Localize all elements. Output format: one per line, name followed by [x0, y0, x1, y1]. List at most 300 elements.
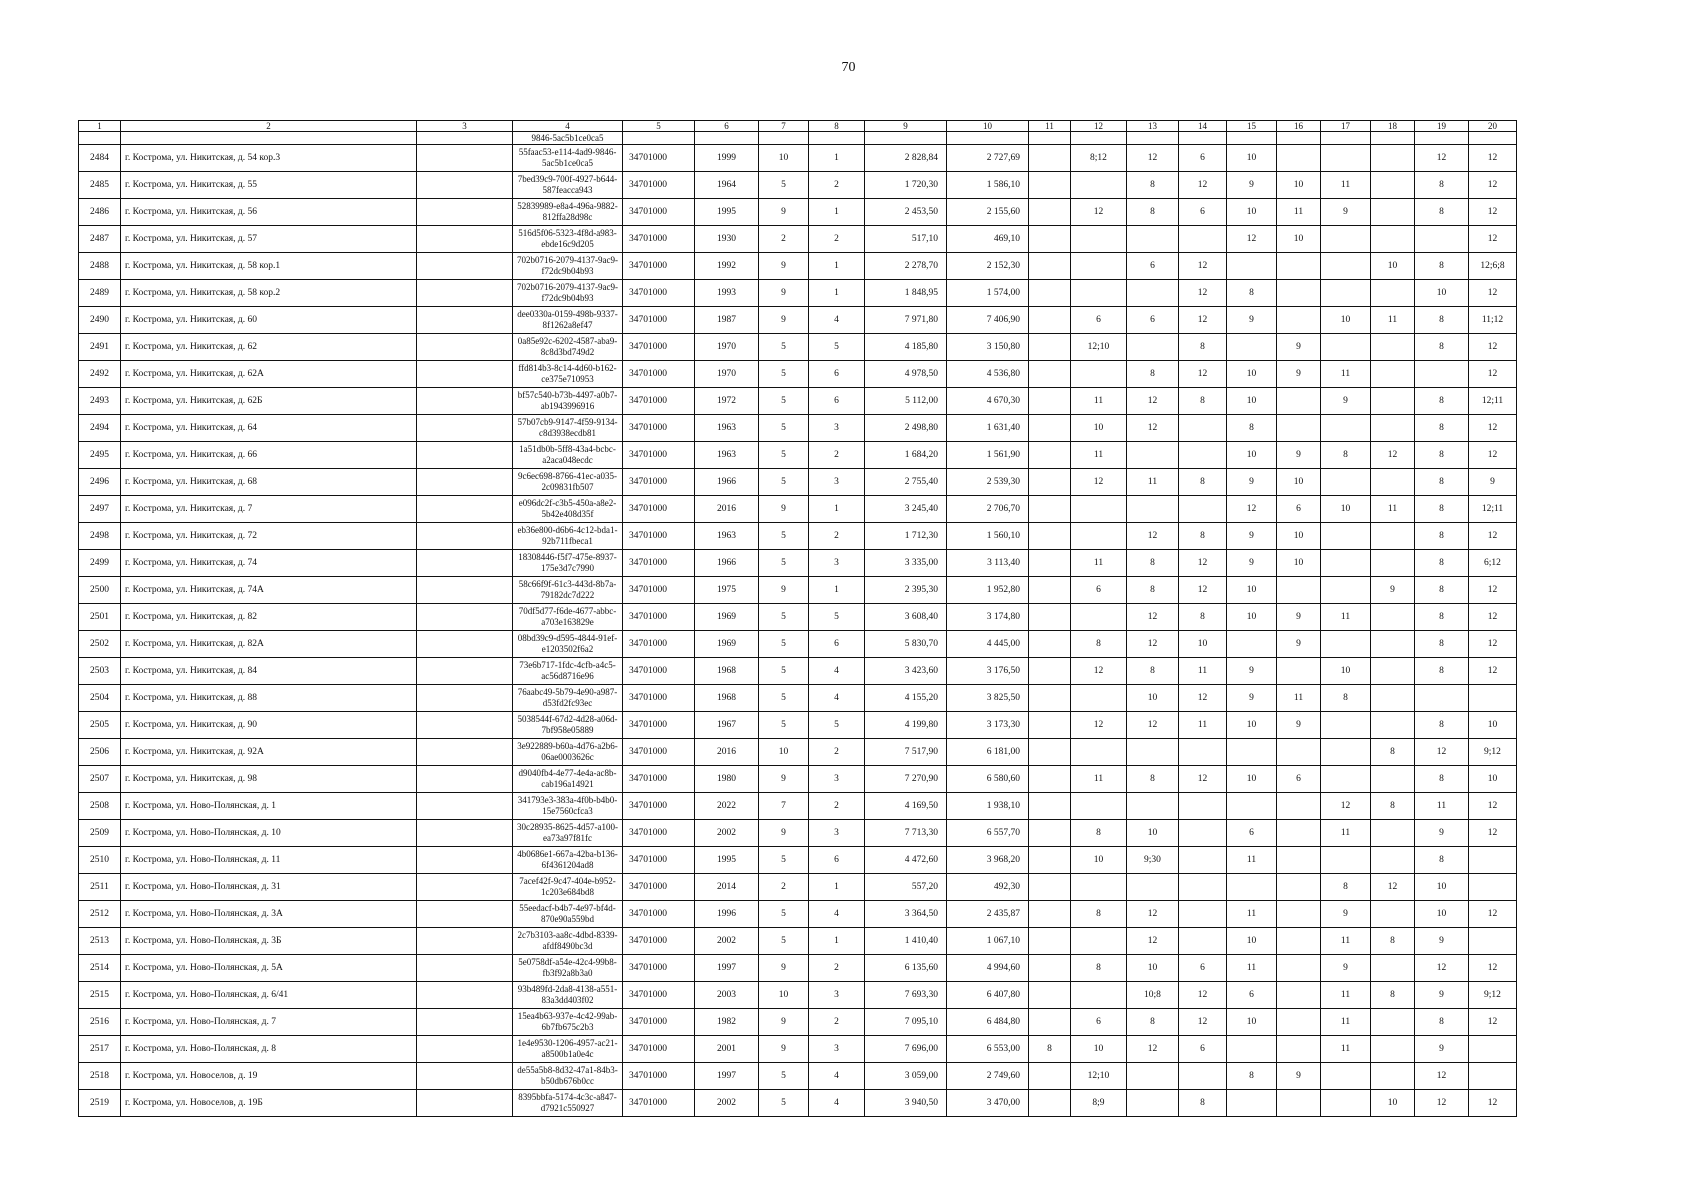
cell-17 — [1321, 469, 1371, 496]
total-area: 7 270,90 — [865, 766, 947, 793]
cell-20: 12 — [1469, 955, 1517, 982]
row-number: 2502 — [79, 631, 121, 658]
address: г. Кострома, ул. Ново-Полянская, д. 11 — [121, 847, 417, 874]
guid: dee0330a-0159-498b-9337-8f1262a8ef47 — [513, 307, 623, 334]
living-area: 4 994,60 — [947, 955, 1029, 982]
floors: 5 — [759, 442, 809, 469]
cell-19 — [1415, 685, 1469, 712]
header-row — [79, 121, 1517, 132]
oktmo: 34701000 — [623, 820, 695, 847]
table-row — [79, 280, 1517, 307]
guid: 0a85e92c-6202-4587-aba9-8c8d3bd749d2 — [513, 334, 623, 361]
cell-13: 6 — [1127, 253, 1179, 280]
cell-18 — [1371, 955, 1415, 982]
address: г. Кострома, ул. Никитская, д. 90 — [121, 712, 417, 739]
cell-12: 6 — [1071, 1009, 1127, 1036]
cell-12: 10 — [1071, 1036, 1127, 1063]
cell-3 — [417, 982, 513, 1009]
cell-14: 12 — [1179, 550, 1227, 577]
column-header-19: 19 — [1415, 121, 1469, 132]
cell-12 — [1071, 793, 1127, 820]
cell-13: 10;8 — [1127, 982, 1179, 1009]
cell-12: 11 — [1071, 442, 1127, 469]
address: г. Кострома, ул. Никитская, д. 62А — [121, 361, 417, 388]
column-header-7: 7 — [759, 121, 809, 132]
row-number: 2516 — [79, 1009, 121, 1036]
living-area: 1 586,10 — [947, 172, 1029, 199]
guid: 57b07cb9-9147-4f59-9134-c8d3938ecdb81 — [513, 415, 623, 442]
cell-12: 12 — [1071, 199, 1127, 226]
cell-18 — [1371, 1063, 1415, 1090]
cell-14 — [1179, 496, 1227, 523]
address: г. Кострома, ул. Ново-Полянская, д. 31 — [121, 874, 417, 901]
table-row — [79, 388, 1517, 415]
row-number: 2495 — [79, 442, 121, 469]
entrances: 4 — [809, 1090, 865, 1117]
cell-17 — [1321, 415, 1371, 442]
cell-20: 12;11 — [1469, 496, 1517, 523]
cell-17: 11 — [1321, 1036, 1371, 1063]
cell-15 — [1227, 1090, 1277, 1117]
floors: 5 — [759, 1063, 809, 1090]
address: г. Кострома, ул. Ново-Полянская, д. 3Б — [121, 928, 417, 955]
cell-11 — [1029, 1063, 1071, 1090]
floors: 5 — [759, 847, 809, 874]
year-built: 2016 — [695, 739, 759, 766]
cell-14: 12 — [1179, 280, 1227, 307]
oktmo: 34701000 — [623, 1009, 695, 1036]
living-area: 3 113,40 — [947, 550, 1029, 577]
cell-17 — [1321, 280, 1371, 307]
address: г. Кострома, ул. Никитская, д. 7 — [121, 496, 417, 523]
cell-18 — [1371, 820, 1415, 847]
cell-16: 11 — [1277, 199, 1321, 226]
cell-12 — [1071, 361, 1127, 388]
entrances: 5 — [809, 712, 865, 739]
oktmo: 34701000 — [623, 361, 695, 388]
year-built: 2016 — [695, 496, 759, 523]
living-area: 4 445,00 — [947, 631, 1029, 658]
living-area: 3 825,50 — [947, 685, 1029, 712]
total-area: 7 696,00 — [865, 1036, 947, 1063]
cell-12 — [1071, 685, 1127, 712]
address: г. Кострома, ул. Никитская, д. 62 — [121, 334, 417, 361]
row-number: 2512 — [79, 901, 121, 928]
oktmo: 34701000 — [623, 739, 695, 766]
cell-16: 9 — [1277, 712, 1321, 739]
address: г. Кострома, ул. Никитская, д. 58 кор.1 — [121, 253, 417, 280]
cell-13: 8 — [1127, 550, 1179, 577]
entrances: 1 — [809, 496, 865, 523]
guid: 341793e3-383a-4f0b-b4b0-15e7560cfca3 — [513, 793, 623, 820]
cell-13 — [1127, 280, 1179, 307]
cell-11 — [1029, 712, 1071, 739]
cell-15: 10 — [1227, 766, 1277, 793]
year-built: 1995 — [695, 199, 759, 226]
total-area: 2 755,40 — [865, 469, 947, 496]
cell-17 — [1321, 550, 1371, 577]
address: г. Кострома, ул. Никитская, д. 62Б — [121, 388, 417, 415]
cell-18 — [1371, 1009, 1415, 1036]
total-area: 7 095,10 — [865, 1009, 947, 1036]
oktmo: 34701000 — [623, 307, 695, 334]
cell-18 — [1371, 847, 1415, 874]
cell-16 — [1277, 1009, 1321, 1036]
table-row — [79, 901, 1517, 928]
cell-20: 12 — [1469, 901, 1517, 928]
address: г. Кострома, ул. Никитская, д. 64 — [121, 415, 417, 442]
guid: 516d5f06-5323-4f8d-a983-ebde16c9d205 — [513, 226, 623, 253]
cell-14 — [1179, 415, 1227, 442]
column-header-16: 16 — [1277, 121, 1321, 132]
row-number: 2493 — [79, 388, 121, 415]
page-number: 70 — [841, 60, 856, 75]
cell-20: 12 — [1469, 793, 1517, 820]
cell-20: 9;12 — [1469, 739, 1517, 766]
cell-18 — [1371, 523, 1415, 550]
guid: ffd814b3-8c14-4d60-b162-ce375e710953 — [513, 361, 623, 388]
guid: bf57c540-b73b-4497-a0b7-ab1943996916 — [513, 388, 623, 415]
oktmo: 34701000 — [623, 334, 695, 361]
cell-16 — [1277, 253, 1321, 280]
guid: 702b0716-2079-4137-9ac9-f72dc9b04b93 — [513, 253, 623, 280]
oktmo: 34701000 — [623, 955, 695, 982]
year-built: 1968 — [695, 658, 759, 685]
year-built: 1997 — [695, 1063, 759, 1090]
cell-16 — [1277, 820, 1321, 847]
floors: 10 — [759, 982, 809, 1009]
oktmo: 34701000 — [623, 577, 695, 604]
total-area: 4 169,50 — [865, 793, 947, 820]
cell-15: 8 — [1227, 415, 1277, 442]
total-area: 4 472,60 — [865, 847, 947, 874]
entrances: 1 — [809, 928, 865, 955]
cell-19: 9 — [1415, 1036, 1469, 1063]
cell-14: 12 — [1179, 307, 1227, 334]
guid: 55faac53-e114-4ad9-9846-5ac5b1ce0ca5 — [513, 145, 623, 172]
cell-16 — [1277, 928, 1321, 955]
cell-15: 10 — [1227, 1009, 1277, 1036]
cell-11 — [1029, 496, 1071, 523]
cell-13 — [1127, 874, 1179, 901]
cell-16 — [1277, 793, 1321, 820]
cell-20: 12 — [1469, 280, 1517, 307]
cell-14: 6 — [1179, 955, 1227, 982]
table-row — [79, 496, 1517, 523]
cell-15: 8 — [1227, 1063, 1277, 1090]
living-area: 3 176,50 — [947, 658, 1029, 685]
cell-18 — [1371, 226, 1415, 253]
total-area: 6 135,60 — [865, 955, 947, 982]
cell-16 — [1277, 955, 1321, 982]
cell-13: 8 — [1127, 199, 1179, 226]
cell-14 — [1179, 442, 1227, 469]
total-area: 557,20 — [865, 874, 947, 901]
cell-17 — [1321, 712, 1371, 739]
floors: 10 — [759, 739, 809, 766]
cell-15 — [1227, 1036, 1277, 1063]
entrances: 3 — [809, 982, 865, 1009]
living-area: 3 173,30 — [947, 712, 1029, 739]
cell-20: 12 — [1469, 442, 1517, 469]
cell-14 — [1179, 793, 1227, 820]
cell-12: 8 — [1071, 820, 1127, 847]
total-area: 2 453,50 — [865, 199, 947, 226]
cell-13: 11 — [1127, 469, 1179, 496]
cell-18: 8 — [1371, 739, 1415, 766]
cell-12 — [1071, 280, 1127, 307]
cell-18 — [1371, 631, 1415, 658]
entrances: 1 — [809, 577, 865, 604]
cell-15: 10 — [1227, 577, 1277, 604]
cell-14 — [1179, 820, 1227, 847]
guid: 4b0686e1-667a-42ba-b136-6f4361204ad8 — [513, 847, 623, 874]
total-area: 3 059,00 — [865, 1063, 947, 1090]
cell-3 — [417, 361, 513, 388]
register-table — [78, 120, 1517, 1117]
cell-14: 11 — [1179, 712, 1227, 739]
cell-15: 9 — [1227, 469, 1277, 496]
row-number: 2518 — [79, 1063, 121, 1090]
living-area: 1 067,10 — [947, 928, 1029, 955]
cell-12: 12;10 — [1071, 334, 1127, 361]
cell-20 — [1469, 847, 1517, 874]
cell-12: 8 — [1071, 955, 1127, 982]
floors: 2 — [759, 874, 809, 901]
cell-17: 11 — [1321, 1009, 1371, 1036]
entrances: 2 — [809, 172, 865, 199]
cell-15 — [1227, 739, 1277, 766]
column-header-10: 10 — [947, 121, 1029, 132]
cell-12 — [1071, 739, 1127, 766]
cell-15: 10 — [1227, 442, 1277, 469]
guid: 70df5d77-f6de-4677-abbc-a703e163829e — [513, 604, 623, 631]
entrances: 5 — [809, 604, 865, 631]
year-built: 1963 — [695, 523, 759, 550]
cell-19: 10 — [1415, 901, 1469, 928]
cell-20: 10 — [1469, 766, 1517, 793]
floors: 5 — [759, 469, 809, 496]
cell-11 — [1029, 442, 1071, 469]
row-number: 2517 — [79, 1036, 121, 1063]
cell-15: 9 — [1227, 685, 1277, 712]
living-area: 6 580,60 — [947, 766, 1029, 793]
address: г. Кострома, ул. Никитская, д. 57 — [121, 226, 417, 253]
cell-17 — [1321, 766, 1371, 793]
total-area: 4 185,80 — [865, 334, 947, 361]
cell-18: 8 — [1371, 982, 1415, 1009]
cell-3 — [417, 172, 513, 199]
cell-19: 10 — [1415, 280, 1469, 307]
cell-17: 9 — [1321, 199, 1371, 226]
cell-18 — [1371, 469, 1415, 496]
entrances: 2 — [809, 523, 865, 550]
floors: 5 — [759, 172, 809, 199]
cell-15: 9 — [1227, 658, 1277, 685]
total-area: 2 278,70 — [865, 253, 947, 280]
table-row — [79, 361, 1517, 388]
entrances: 3 — [809, 550, 865, 577]
cell-16: 10 — [1277, 469, 1321, 496]
cell-14 — [1179, 874, 1227, 901]
cell-11 — [1029, 199, 1071, 226]
cell-13: 9;30 — [1127, 847, 1179, 874]
year-built: 2002 — [695, 928, 759, 955]
cell-17: 11 — [1321, 928, 1371, 955]
cell-17: 9 — [1321, 901, 1371, 928]
cell-14: 6 — [1179, 1036, 1227, 1063]
floors: 5 — [759, 685, 809, 712]
cell-12 — [1071, 874, 1127, 901]
cell-13: 12 — [1127, 388, 1179, 415]
cell-3 — [417, 226, 513, 253]
oktmo: 34701000 — [623, 712, 695, 739]
cell-14: 12 — [1179, 982, 1227, 1009]
total-area: 3 423,60 — [865, 658, 947, 685]
cell-17: 11 — [1321, 820, 1371, 847]
year-built: 1992 — [695, 253, 759, 280]
living-area: 6 557,70 — [947, 820, 1029, 847]
cell-19: 8 — [1415, 469, 1469, 496]
cell-14: 12 — [1179, 361, 1227, 388]
table-row — [79, 955, 1517, 982]
cell-11 — [1029, 550, 1071, 577]
cell-19: 12 — [1415, 1063, 1469, 1090]
floors: 5 — [759, 658, 809, 685]
cell-14: 6 — [1179, 199, 1227, 226]
cell-13: 12 — [1127, 604, 1179, 631]
living-area: 1 560,10 — [947, 523, 1029, 550]
cell-12: 8;12 — [1071, 145, 1127, 172]
cell-11 — [1029, 793, 1071, 820]
entrances: 3 — [809, 766, 865, 793]
cell-13: 12 — [1127, 901, 1179, 928]
year-built: 1969 — [695, 631, 759, 658]
row-number: 2497 — [79, 496, 121, 523]
address: г. Кострома, ул. Никитская, д. 74А — [121, 577, 417, 604]
cell-20: 12 — [1469, 145, 1517, 172]
cell-20: 12 — [1469, 415, 1517, 442]
row-number: 2500 — [79, 577, 121, 604]
guid: 76aabc49-5b79-4e90-a987-d53fd2fc93ec — [513, 685, 623, 712]
cell-15: 11 — [1227, 901, 1277, 928]
cell-13: 10 — [1127, 955, 1179, 982]
year-built: 2003 — [695, 982, 759, 1009]
cell-12: 12 — [1071, 658, 1127, 685]
cell-15: 12 — [1227, 496, 1277, 523]
address: г. Кострома, ул. Ново-Полянская, д. 5А — [121, 955, 417, 982]
floors: 5 — [759, 523, 809, 550]
cell-19: 12 — [1415, 955, 1469, 982]
cell-19: 12 — [1415, 739, 1469, 766]
cell-15: 10 — [1227, 199, 1277, 226]
cell-12: 12;10 — [1071, 1063, 1127, 1090]
entrances: 2 — [809, 793, 865, 820]
table-row — [79, 928, 1517, 955]
address: г. Кострома, ул. Никитская, д. 88 — [121, 685, 417, 712]
cell-20: 9;12 — [1469, 982, 1517, 1009]
table-row — [79, 334, 1517, 361]
address: г. Кострома, ул. Новоселов, д. 19 — [121, 1063, 417, 1090]
cell-3 — [417, 199, 513, 226]
cell-19 — [1415, 361, 1469, 388]
year-built: 1967 — [695, 712, 759, 739]
cell-20 — [1469, 874, 1517, 901]
floors: 5 — [759, 388, 809, 415]
row-number: 2509 — [79, 820, 121, 847]
cell-18 — [1371, 199, 1415, 226]
cell-17 — [1321, 1090, 1371, 1117]
oktmo: 34701000 — [623, 604, 695, 631]
cell-3 — [417, 577, 513, 604]
cell-11 — [1029, 766, 1071, 793]
cell-11 — [1029, 820, 1071, 847]
cell-11 — [1029, 604, 1071, 631]
year-built: 1995 — [695, 847, 759, 874]
column-number-header — [79, 121, 1517, 132]
guid: 1e4e9530-1206-4957-ac21-a8500b1a0e4c — [513, 1036, 623, 1063]
row-number: 2501 — [79, 604, 121, 631]
row-number: 2485 — [79, 172, 121, 199]
cell-13: 8 — [1127, 361, 1179, 388]
floors: 9 — [759, 577, 809, 604]
cell-17 — [1321, 253, 1371, 280]
entrances: 2 — [809, 442, 865, 469]
row-number: 2498 — [79, 523, 121, 550]
cell-3 — [417, 1009, 513, 1036]
cell-14: 8 — [1179, 388, 1227, 415]
cell-18: 9 — [1371, 577, 1415, 604]
address: г. Кострома, ул. Никитская, д. 72 — [121, 523, 417, 550]
cell-11 — [1029, 145, 1071, 172]
entrances: 3 — [809, 1036, 865, 1063]
cell-15: 10 — [1227, 928, 1277, 955]
row-number: 2515 — [79, 982, 121, 1009]
year-built: 1975 — [695, 577, 759, 604]
total-area: 2 395,30 — [865, 577, 947, 604]
address: г. Кострома, ул. Никитская, д. 56 — [121, 199, 417, 226]
cell-16: 9 — [1277, 334, 1321, 361]
cell-12 — [1071, 928, 1127, 955]
row-number: 2510 — [79, 847, 121, 874]
table-row — [79, 982, 1517, 1009]
cell-17: 10 — [1321, 658, 1371, 685]
address: г. Кострома, ул. Новоселов, д. 19Б — [121, 1090, 417, 1117]
cell-11: 8 — [1029, 1036, 1071, 1063]
cell-20: 12 — [1469, 577, 1517, 604]
cell-19: 12 — [1415, 1090, 1469, 1117]
entrances: 4 — [809, 658, 865, 685]
cell-16: 11 — [1277, 685, 1321, 712]
oktmo: 34701000 — [623, 1090, 695, 1117]
cell-3 — [417, 820, 513, 847]
cell-13: 10 — [1127, 685, 1179, 712]
cell-19 — [1415, 226, 1469, 253]
row-number: 2514 — [79, 955, 121, 982]
cell-16: 9 — [1277, 442, 1321, 469]
cell-3 — [417, 793, 513, 820]
entrances: 4 — [809, 685, 865, 712]
year-built: 1969 — [695, 604, 759, 631]
cell-13: 12 — [1127, 415, 1179, 442]
cell-13: 8 — [1127, 577, 1179, 604]
cell-20: 12 — [1469, 658, 1517, 685]
oktmo: 34701000 — [623, 388, 695, 415]
cell-20 — [1469, 685, 1517, 712]
cell-16 — [1277, 280, 1321, 307]
living-area: 4 670,30 — [947, 388, 1029, 415]
column-header-15: 15 — [1227, 121, 1277, 132]
